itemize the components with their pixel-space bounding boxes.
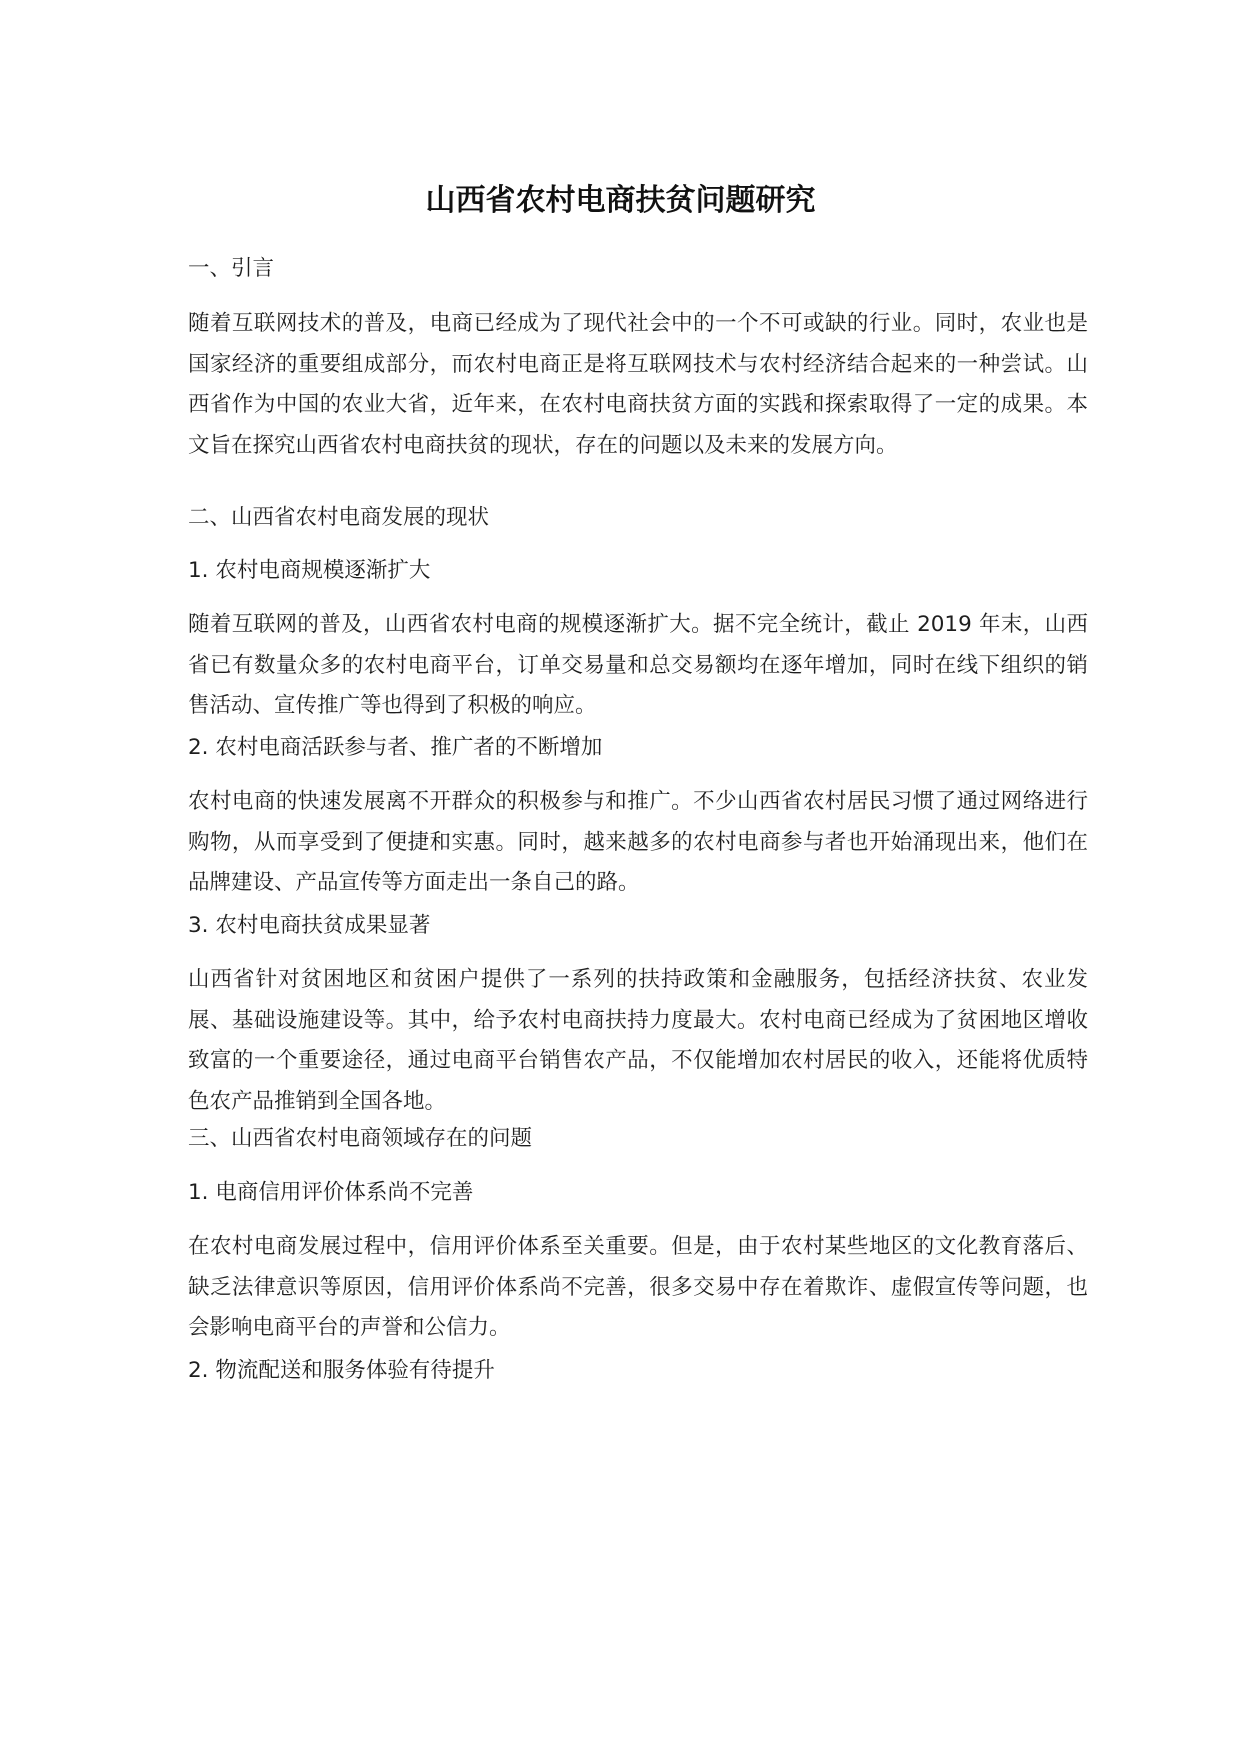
- paragraph-intro: 随着互联网技术的普及，电商已经成为了现代社会中的一个不可或缺的行业。同时，农业也是国家经济的重要组成部分，而农村电商正是将互联网技术与农村经济结合起来的一种尝试。山西省作为中国的农业大省，近年来，在农村电商扶贫方面的实践和探索取得了一定的成果。本文旨在探究山西省农村电商扶贫的现状，存在的问题以及未来的发展方向。: [188, 311, 1088, 458]
- section-heading-problems: 三、山西省农村电商领域存在的问题: [188, 1126, 533, 1151]
- subheading-results: 3. 农村电商扶贫成果显著: [188, 913, 431, 938]
- section-heading-status: 二、山西省农村电商发展的现状: [188, 505, 490, 530]
- subheading-participants: 2. 农村电商活跃参与者、推广者的不断增加: [188, 735, 603, 760]
- section-heading-intro: 一、引言: [188, 256, 275, 281]
- paragraph-scale: 随着互联网的普及，山西省农村电商的规模逐渐扩大。据不完全统计，截止 2019 年末，山西省已有数量众多的农村电商平台，订单交易量和总交易额均在逐年增加，同时在线下组织的销售活动、宣传推广等也得到了积极的响应。: [188, 612, 1088, 718]
- document-title: 山西省农村电商扶贫问题研究: [425, 183, 816, 218]
- subheading-scale: 1. 农村电商规模逐渐扩大: [188, 558, 431, 583]
- subheading-credit: 1. 电商信用评价体系尚不完善: [188, 1180, 474, 1205]
- paragraph-results: 山西省针对贫困地区和贫困户提供了一系列的扶持政策和金融服务，包括经济扶贫、农业发展、基础设施建设等。其中，给予农村电商扶持力度最大。农村电商已经成为了贫困地区增收致富的一个重要途径，通过电商平台销售农产品，不仅能增加农村居民的收入，还能将优质特色农产品推销到全国各地。: [188, 967, 1088, 1114]
- subheading-logistics: 2. 物流配送和服务体验有待提升: [188, 1358, 495, 1383]
- paragraph-participants: 农村电商的快速发展离不开群众的积极参与和推广。不少山西省农村居民习惯了通过网络进行购物，从而享受到了便捷和实惠。同时，越来越多的农村电商参与者也开始涌现出来，他们在品牌建设、产品宣传等方面走出一条自己的路。: [188, 789, 1088, 895]
- paragraph-credit: 在农村电商发展过程中，信用评价体系至关重要。但是，由于农村某些地区的文化教育落后、缺乏法律意识等原因，信用评价体系尚不完善，很多交易中存在着欺诈、虚假宣传等问题，也会影响电商平台的声誉和公信力。: [188, 1234, 1088, 1340]
